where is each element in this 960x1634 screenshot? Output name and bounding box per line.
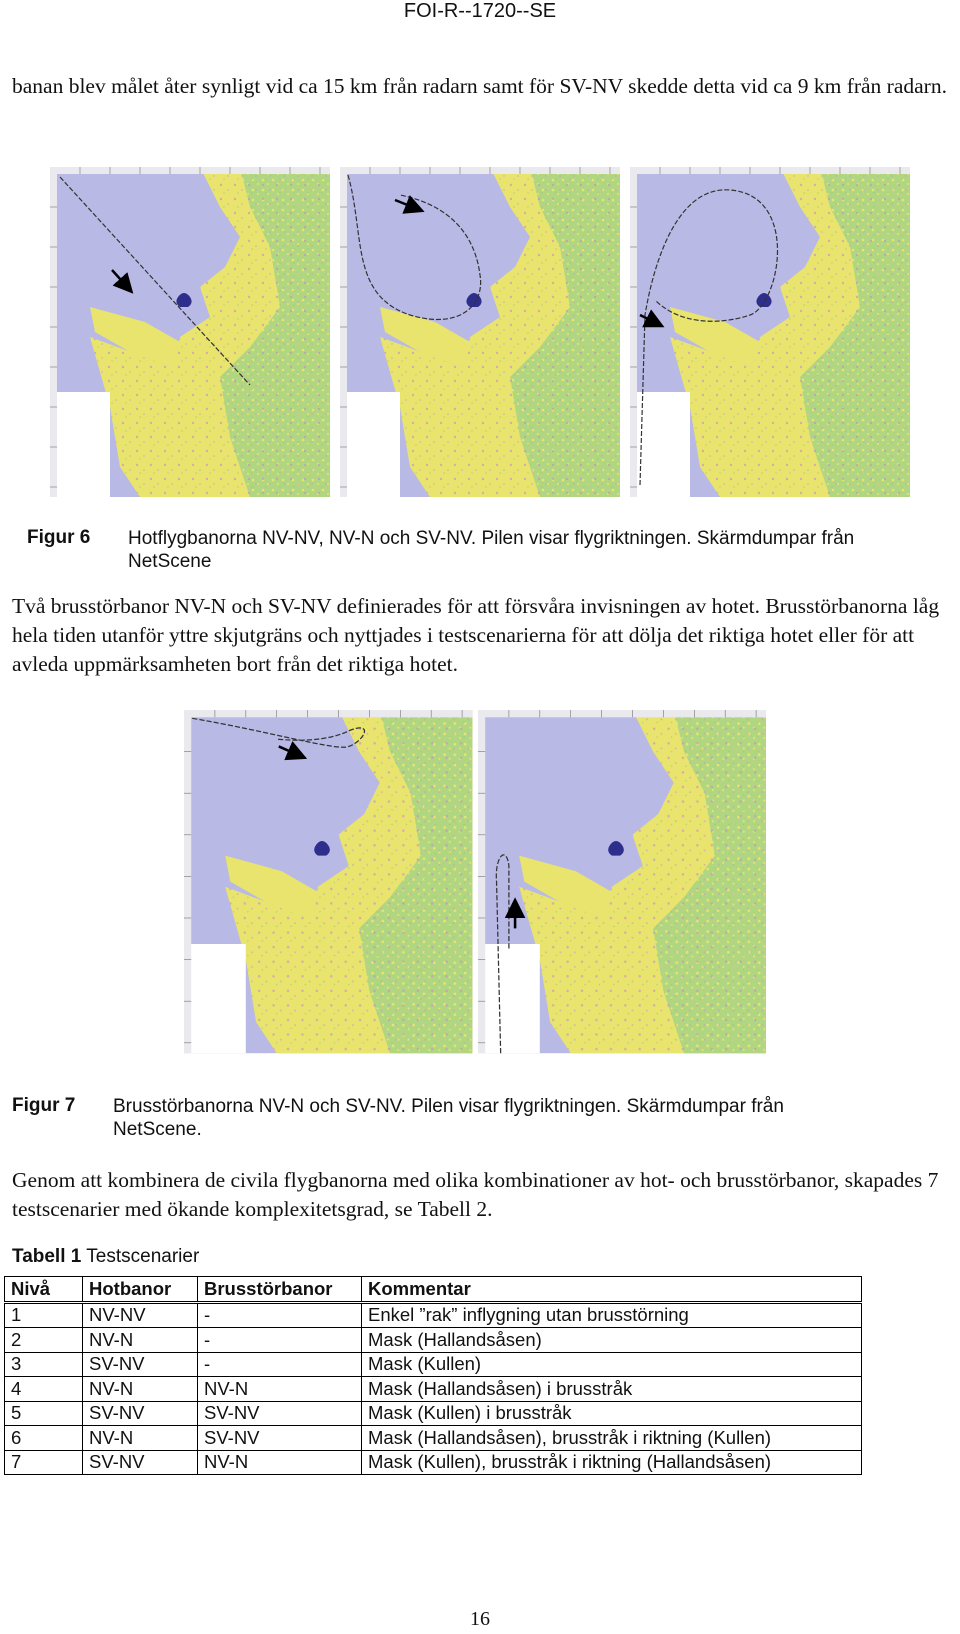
figure-6-label: Figur 6 — [27, 527, 91, 548]
table-cell: 6 — [5, 1426, 83, 1451]
figure-7-image — [184, 710, 766, 1056]
table-caption — [12, 1246, 199, 1268]
page-number: 16 — [470, 1608, 490, 1630]
table-cell: SV-NV — [83, 1352, 198, 1377]
table-cell: Mask (Kullen), brusstråk i riktning (Hallandsåsen) — [362, 1450, 862, 1475]
figure-6-caption: Hotflygbanorna NV-NV, NV-N och SV-NV. Pilen visar flygriktningen. Skärmdumpar från NetScene — [128, 528, 855, 572]
header-cell: Hotbanor — [83, 1277, 198, 1303]
table-row — [5, 1328, 862, 1353]
table-cell: Mask (Kullen) — [362, 1352, 862, 1377]
table-cell: Mask (Kullen) i brusstråk — [362, 1401, 862, 1426]
map-panel-sv-nv — [630, 167, 910, 497]
table-cell: NV-N — [83, 1377, 198, 1402]
table-row — [5, 1450, 862, 1475]
intro-paragraph: banan blev målet åter synligt vid ca 15 km från radarn samt för SV-NV skedde detta vid ca 9 km från radarn. — [12, 74, 947, 98]
table-cell: Enkel ”rak” inflygning utan brusstörning — [362, 1302, 862, 1328]
map-panel-jammer-nv-n — [184, 710, 472, 1053]
table-cell: - — [198, 1352, 362, 1377]
table-cell: Mask (Hallandsåsen), brusstråk i riktning (Kullen) — [362, 1426, 862, 1451]
header-cell: Brusstörbanor — [198, 1277, 362, 1303]
map-panel-nv-n — [340, 167, 620, 497]
table-header-row — [5, 1277, 862, 1303]
table-cell: Mask (Hallandsåsen) — [362, 1328, 862, 1353]
table-cell: NV-N — [83, 1426, 198, 1451]
table-cell: - — [198, 1328, 362, 1353]
table-row — [5, 1377, 862, 1402]
table-cell: - — [198, 1302, 362, 1328]
map-panel-jammer-sv-nv — [478, 710, 766, 1053]
table-cell: SV-NV — [198, 1401, 362, 1426]
table-cell: 5 — [5, 1401, 83, 1426]
table-row — [5, 1352, 862, 1377]
paragraph-jammer-tracks: Två brusstörbanor NV-N och SV-NV definierades för att försvåra invisningen av hotet. Brusstörbanorna låg hela tiden utanför yttre skjutgräns och nyttjades i testscenarierna för att dölja det riktiga hotet eller för att avleda uppmärksamheten bort från det riktiga hotet. — [12, 594, 940, 676]
table-cell: 7 — [5, 1450, 83, 1475]
table-cell: 4 — [5, 1377, 83, 1402]
table-cell: SV-NV — [83, 1401, 198, 1426]
map-panel-nv-nv — [50, 167, 330, 497]
table-label: Tabell 1 — [12, 1246, 82, 1267]
table-cell: 1 — [5, 1302, 83, 1328]
table-cell: NV-N — [83, 1328, 198, 1353]
figure-7-caption: Brusstörbanorna NV-N och SV-NV. Pilen visar flygriktningen. Skärmdumpar från NetScene. — [113, 1096, 784, 1140]
table-cell: SV-NV — [83, 1450, 198, 1475]
document-header: FOI-R--1720--SE — [403, 0, 557, 22]
table-cell: SV-NV — [198, 1426, 362, 1451]
header-cell: Nivå — [5, 1277, 83, 1303]
table-cell: NV-NV — [83, 1302, 198, 1328]
table-cell: 2 — [5, 1328, 83, 1353]
paragraph-test-scenarios: Genom att kombinera de civila flygbanorna med olika kombinationer av hot- och brusstörbanor, skapades 7 testscenarier med ökande komplexitetsgrad, se Tabell 2. — [12, 1168, 939, 1221]
scenario-table — [4, 1276, 862, 1475]
table-cell: NV-N — [198, 1377, 362, 1402]
table-row — [5, 1302, 862, 1328]
table-row — [5, 1401, 862, 1426]
table-cell: NV-N — [198, 1450, 362, 1475]
table-title: Testscenarier — [86, 1246, 200, 1267]
table-cell: Mask (Hallandsåsen) i brusstråk — [362, 1377, 862, 1402]
figure-6-image — [50, 165, 930, 497]
table-row — [5, 1426, 862, 1451]
figure-7-label: Figur 7 — [12, 1095, 76, 1116]
header-cell: Kommentar — [362, 1277, 862, 1303]
table-cell: 3 — [5, 1352, 83, 1377]
